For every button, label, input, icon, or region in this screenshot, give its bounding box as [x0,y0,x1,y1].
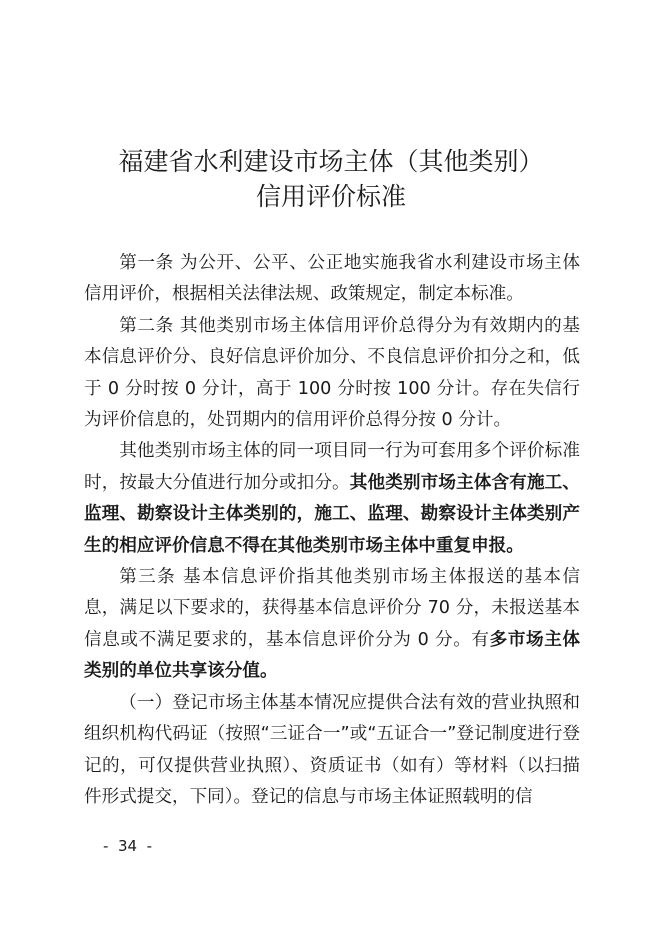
article-3-bold-text: 多市场主体类别的单位共享该分值。 [84,629,580,682]
item-1-paragraph: （一）登记市场主体基本情况应提供合法有效的营业执照和组织机构代码证（按照“三证合一”或“五证合一”登记制度进行登记的，可仅提供营业执照）、资质证书（如有）等材料（以扫描件形式提交，下同）。登记的信息与市场主体证照载明的信 [84,692,580,807]
article-1-paragraph: 第一条 为公开、公平、公正地实施我省水利建设市场主体信用评价，根据相关法律法规、政策规定，制定本标准。 [84,253,580,305]
article-2-supplement-paragraph [84,436,580,562]
document-body [84,248,580,813]
supplement-bold-text: 其他类别市场主体含有施工、监理、勘察设计主体类别的，施工、监理、勘察设计主体类别产生的相应评价信息不得在其他类别市场主体中重复申报。 [84,472,580,556]
document-title-line-1: 福建省水利建设市场主体（其他类别） [118,147,544,176]
document-title-line-2: 信用评价标准 [255,182,406,211]
supplement-normal-text: 其他类别市场主体的同一项目同一行为可套用多个评价标准时，按最大分值进行加分或扣分。 [84,441,580,493]
article-3-paragraph [84,562,580,688]
page-number: - 34 - [103,837,152,855]
article-3-normal-text: 第三条 基本信息评价指其他类别市场主体报送的基本信息，满足以下要求的，获得基本信息评价分 70 分，未报送基本信息或不满足要求的，基本信息评价分为 0 分。有 [84,567,580,650]
article-2-paragraph: 第二条 其他类别市场主体信用评价总得分为有效期内的基本信息评价分、良好信息评价加分、不良信息评价扣分之和，低于 0 分时按 0 分计，高于 100 分时按 100 分计。存在失信行为评价信息的，处罚期内的信用评价总得分按 0 分计。 [84,315,580,431]
